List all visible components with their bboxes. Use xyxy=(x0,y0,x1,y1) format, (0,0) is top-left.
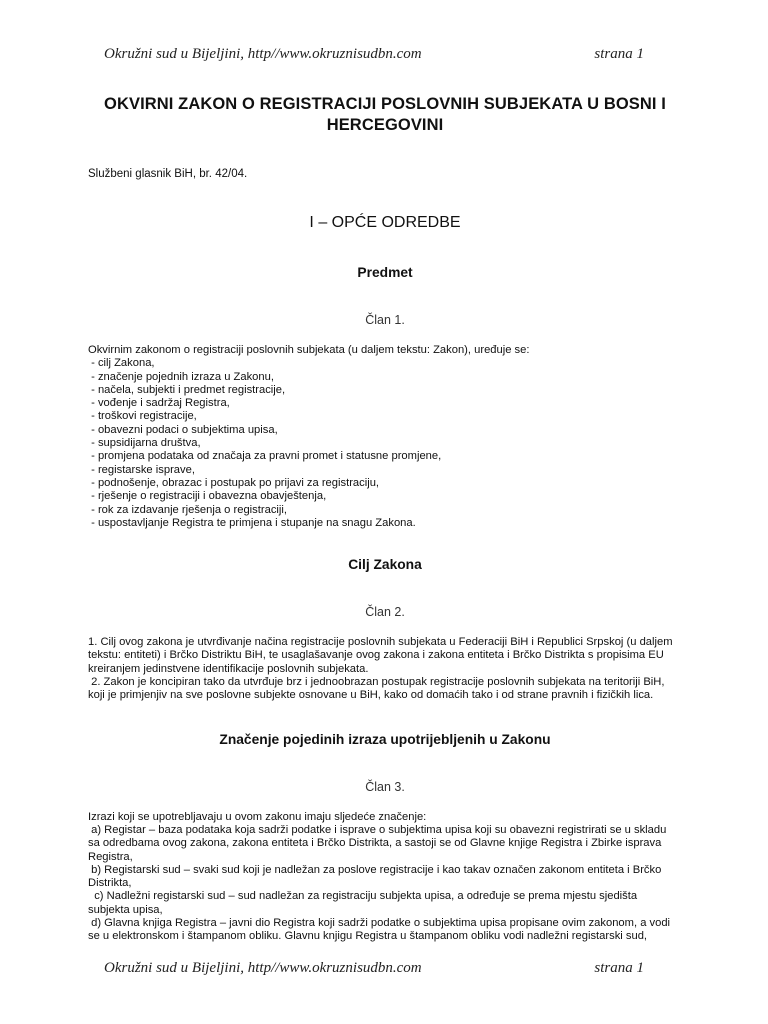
article-1-list xyxy=(88,357,682,530)
article-1-intro: Okvirnim zakonom o registraciji poslovnih subjekata (u daljem tekstu: Zakon), uređuje se: xyxy=(88,344,530,356)
list-item: - registarske isprave, xyxy=(88,463,195,476)
subheading-znacenje-izraza: Značenje pojedinih izraza upotrijebljenih u Zakonu xyxy=(219,731,551,747)
article-1-body xyxy=(88,344,682,530)
text-line: d) Glavna knjiga Registra – javni dio Registra koji sadrži podatke o subjektima upisa propisane ovim zakonom, a vodi xyxy=(88,917,671,930)
text-line: 1. Cilj ovog zakona je utvrđivanje načina registracije poslovnih subjekata u Federaciji BiH i Republici Srpskoj (u daljem xyxy=(88,636,673,649)
footer-page-number: strana 1 xyxy=(594,960,644,976)
text-line: b) Registarski sud – svaki sud koji je nadležan za poslove registracije i kao takav označen zakonom entiteta i Brčko xyxy=(88,863,662,876)
text-line: a) Registar – baza podataka koja sadrži podatke i isprave o subjektima upisa koji su obavezni registrirati se u skladu xyxy=(88,823,667,836)
text-line: koji je primjenjiv na sve poslovne subjekte osnovane u BiH, kako od domaćih tako i od strane pravnih i fizičkih lica. xyxy=(88,689,654,702)
running-footer xyxy=(104,960,644,977)
article-1-label: Član 1. xyxy=(365,313,405,327)
header-source: Okružni sud u Bijeljini, http//www.okruznisudbn.com xyxy=(104,46,422,62)
list-item: - troškovi registracije, xyxy=(88,410,197,423)
list-item: - promjena podataka od značaja za pravni promet i statusne promjene, xyxy=(88,450,442,463)
article-2-body xyxy=(88,636,682,702)
text-line: kreiranjem jedinstvene identifikacije poslovnih subjekata. xyxy=(88,662,369,675)
text-line: c) Nadležni registarski sud – sud nadležan za registraciju subjekta upisa, a određuje se prema mjestu sjedišta xyxy=(88,890,638,903)
gazette-reference: Službeni glasnik BiH, br. 42/04. xyxy=(88,168,248,180)
article-3-body xyxy=(88,811,682,944)
list-item: - načela, subjekti i predmet registracije, xyxy=(88,383,286,396)
header-page-number: strana 1 xyxy=(594,46,644,62)
article-2-label: Član 2. xyxy=(365,605,405,620)
subheading-predmet: Predmet xyxy=(357,265,413,280)
list-item: - obavezni podaci o subjektima upisa, xyxy=(88,423,278,436)
text-line: subjekta upisa, xyxy=(88,903,163,916)
text-line: sa odredbama ovog zakona, zakona entiteta i Brčko Distrikta, a sastoji se od Glavne knjige Registra i Zbirke isprava xyxy=(88,837,662,850)
list-item: - uspostavljanje Registra te primjena i stupanje na snagu Zakona. xyxy=(88,516,416,529)
text-line: Registra, xyxy=(88,850,133,863)
section-title: I – OPĆE ODREDBE xyxy=(309,214,461,231)
list-item: - rok za izdavanje rješenja o registraciji, xyxy=(88,503,287,516)
footer-source: Okružni sud u Bijeljini, http//www.okruznisudbn.com xyxy=(104,960,422,976)
text-line: Distrikta, xyxy=(88,877,132,890)
article-3-label: Član 3. xyxy=(365,779,405,794)
text-line: tekstu: entiteti) i Brčko Distriktu BiH, te usaglašavanje ovog zakona i zakona entiteta i Brčko Distrikta s propisima EU xyxy=(88,649,664,662)
subheading-cilj-zakona: Cilj Zakona xyxy=(348,557,422,573)
list-item: - rješenje o registraciji i obavezna obavještenja, xyxy=(88,490,327,503)
list-item: - podnošenje, obrazac i postupak po prijavi za registraciju, xyxy=(88,476,380,489)
running-header xyxy=(104,46,644,63)
text-line: Izrazi koji se upotrebljavaju u ovom zakonu imaju sljedeće značenje: xyxy=(88,810,427,823)
text-line: 2. Zakon je koncipiran tako da utvrđuje brz i jednoobrazan postupak registracije poslovnih subjekata na teritoriji BiH, xyxy=(88,676,665,689)
list-item: - značenje pojednih izraza u Zakonu, xyxy=(88,370,274,383)
document-body xyxy=(88,94,682,944)
document-title: OKVIRNI ZAKON O REGISTRACIJI POSLOVNIH SUBJEKATA U BOSNI I HERCEGOVINI xyxy=(104,95,666,134)
text-line: se u elektronskom i štampanom obliku. Glavnu knjigu Registra u štampanom obliku vodi nadležni registarski sud, xyxy=(88,930,648,943)
list-item: - supsidijarna društva, xyxy=(88,437,201,450)
list-item: - vođenje i sadržaj Registra, xyxy=(88,397,230,410)
list-item: - cilj Zakona, xyxy=(88,357,155,370)
